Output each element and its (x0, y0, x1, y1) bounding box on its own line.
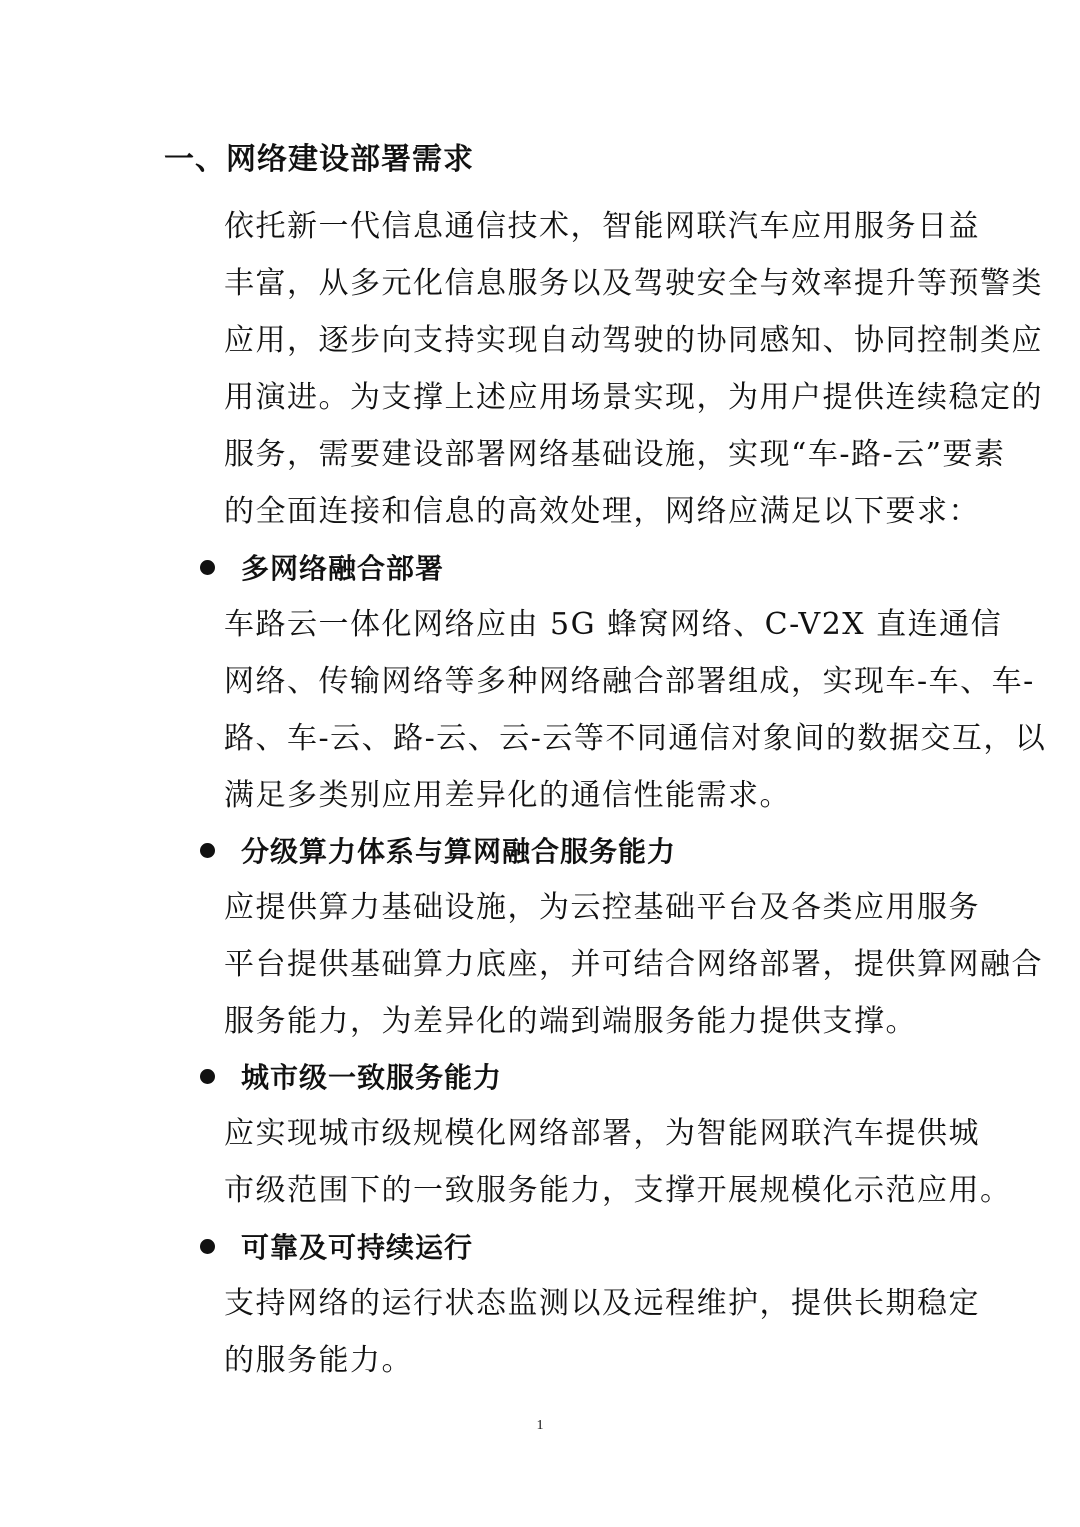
requirement-paragraph (164, 879, 1043, 1050)
paragraph-line: 服务能力，为差异化的端到端服务能力提供支撑。 (224, 1004, 917, 1039)
paragraph-line: 支持网络的运行状态监测以及远程维护，提供长期稳定 (224, 1286, 980, 1321)
requirement-title: 分级算力体系与算网融合服务能力 (241, 835, 677, 868)
paragraph-line: 服务，需要建设部署网络基础设施，实现“车-路-云”要素 (224, 437, 1006, 472)
requirement-heading-reliable (200, 1224, 473, 1268)
paragraph-line: 应用，逐步向支持实现自动驾驶的协同感知、协同控制类应 (224, 323, 1043, 358)
bullet-icon (200, 843, 215, 858)
requirement-paragraph (164, 1105, 1012, 1219)
requirement-heading-city-level (200, 1054, 502, 1098)
paragraph-line: 应实现城市级规模化网络部署，为智能网联汽车提供城 (224, 1116, 980, 1151)
intro-paragraph (164, 198, 1043, 540)
paragraph-line: 平台提供基础算力底座，并可结合网络部署，提供算网融合 (224, 947, 1043, 982)
paragraph-line: 的服务能力。 (224, 1343, 413, 1378)
requirement-paragraph (164, 596, 1047, 824)
paragraph-line: 市级范围下的一致服务能力，支撑开展规模化示范应用。 (224, 1173, 1012, 1208)
bullet-icon (200, 1069, 215, 1084)
requirement-heading-multi-network (200, 545, 444, 589)
paragraph-line: 路、车-云、路-云、云-云等不同通信对象间的数据交互，以 (224, 721, 1047, 756)
paragraph-line: 网络、传输网络等多种网络融合部署组成，实现车-车、车- (224, 664, 1035, 699)
paragraph-line: 应提供算力基础设施，为云控基础平台及各类应用服务 (224, 890, 980, 925)
bullet-icon (200, 560, 215, 575)
section-heading: 一、网络建设部署需求 (164, 142, 474, 177)
paragraph-line: 的全面连接和信息的高效处理，网络应满足以下要求： (224, 494, 980, 529)
paragraph-line: 丰富，从多元化信息服务以及驾驶安全与效率提升等预警类 (224, 266, 1043, 301)
paragraph-line: 依托新一代信息通信技术，智能网联汽车应用服务日益 (224, 209, 980, 244)
paragraph-line: 车路云一体化网络应由 5G 蜂窝网络、C-V2X 直连通信 (224, 607, 1003, 642)
bullet-icon (200, 1239, 215, 1254)
requirement-heading-computing (200, 828, 676, 872)
requirement-title: 可靠及可持续运行 (241, 1231, 474, 1264)
paragraph-line: 满足多类别应用差异化的通信性能需求。 (224, 778, 791, 813)
requirement-paragraph (164, 1275, 980, 1389)
requirement-title: 多网络融合部署 (241, 552, 445, 585)
page-number: 1 (536, 1418, 544, 1433)
requirement-title: 城市级一致服务能力 (241, 1061, 503, 1094)
paragraph-line: 用演进。为支撑上述应用场景实现，为用户提供连续稳定的 (224, 380, 1043, 415)
